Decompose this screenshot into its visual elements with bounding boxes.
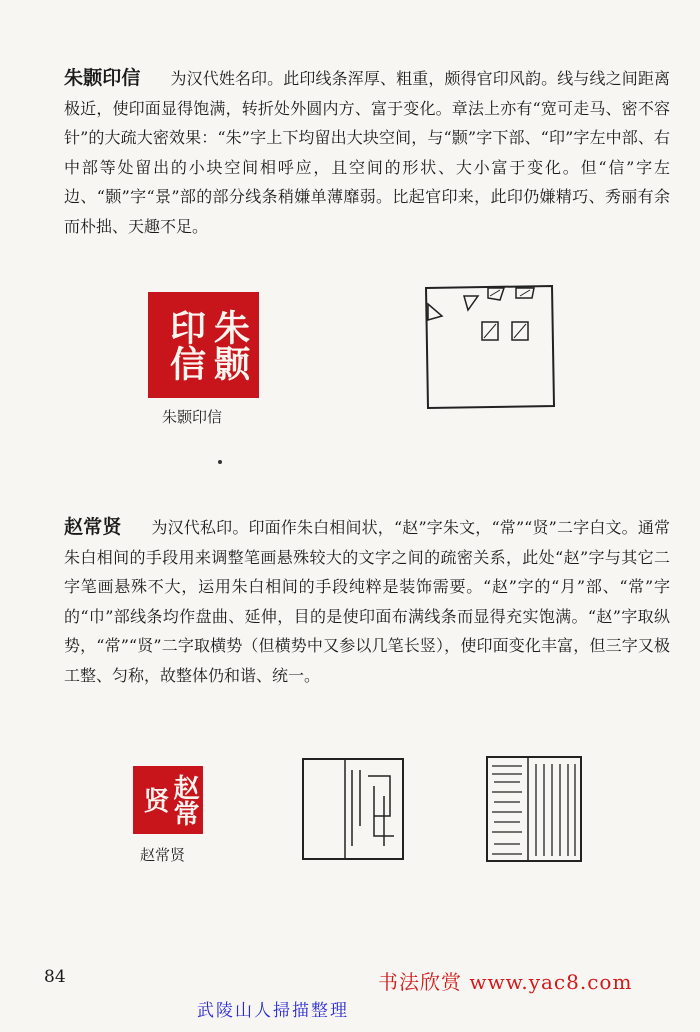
page-number: 84 [44, 967, 66, 987]
section-title: 赵常贤 [64, 516, 122, 538]
section-title: 朱颢印信 [64, 67, 141, 89]
layout-sketch-zhu-hao [420, 282, 560, 412]
seal-zhao-chang-xian [133, 766, 203, 834]
section-zhao-chang-xian [64, 513, 670, 690]
section-body: 为汉代姓名印。此印线条浑厚、粗重，颇得官印风韵。线与线之间距离极近，使印面显得饱满，转折处外圆内方、富于变化。章法上亦有“宽可走马、密不容针”的大疏大密效果：“朱”字上下均留出大块空间，与“颢”字下部、“印”字左中部、右中部等处留出的小块空间相呼应，且空间的形状、大小富于变化。但“信”字左边、“颢”字“景”部的部分线条稍嫌单薄靡弱。比起官印来，此印仍嫌精巧、秀丽有余而朴拙、天趣不足。 [64, 69, 670, 236]
seal-caption: 赵常贤 [140, 846, 186, 864]
layout-sketch-chang-xian-lines [484, 754, 584, 866]
layout-sketch-zhao-red-white [300, 756, 410, 866]
section-zhu-hao [64, 64, 670, 241]
scanner-credit: 武陵山人掃描整理 [197, 1001, 349, 1021]
ink-speck [218, 460, 222, 464]
seal-text: 赵常贤 [139, 774, 199, 826]
seal-text: 朱颢印信 [164, 309, 251, 381]
site-watermark: 书法欣赏 www.yac8.com [378, 970, 633, 994]
seal-caption: 朱颢印信 [162, 408, 223, 426]
section-body: 为汉代私印。印面作朱白相间状，“赵”字朱文，“常”“贤”二字白文。通常朱白相间的手段用来调整笔画悬殊较大的文字之间的疏密关系，此处“赵”字与其它二字笔画悬殊不大，运用朱白相间的手段纯粹是装饰需要。“赵”字的“月”部、“常”字的“巾”部线条均作盘曲、延伸，目的是使印面布满线条而显得充实饱满。“赵”字取纵势，“常”“贤”二字取横势（但横势中又参以几笔长竖），使印面变化丰富，但三字又极工整、匀称，故整体仍和谐、统一。 [64, 518, 670, 685]
seal-zhu-hao-yin-xin [148, 292, 259, 398]
